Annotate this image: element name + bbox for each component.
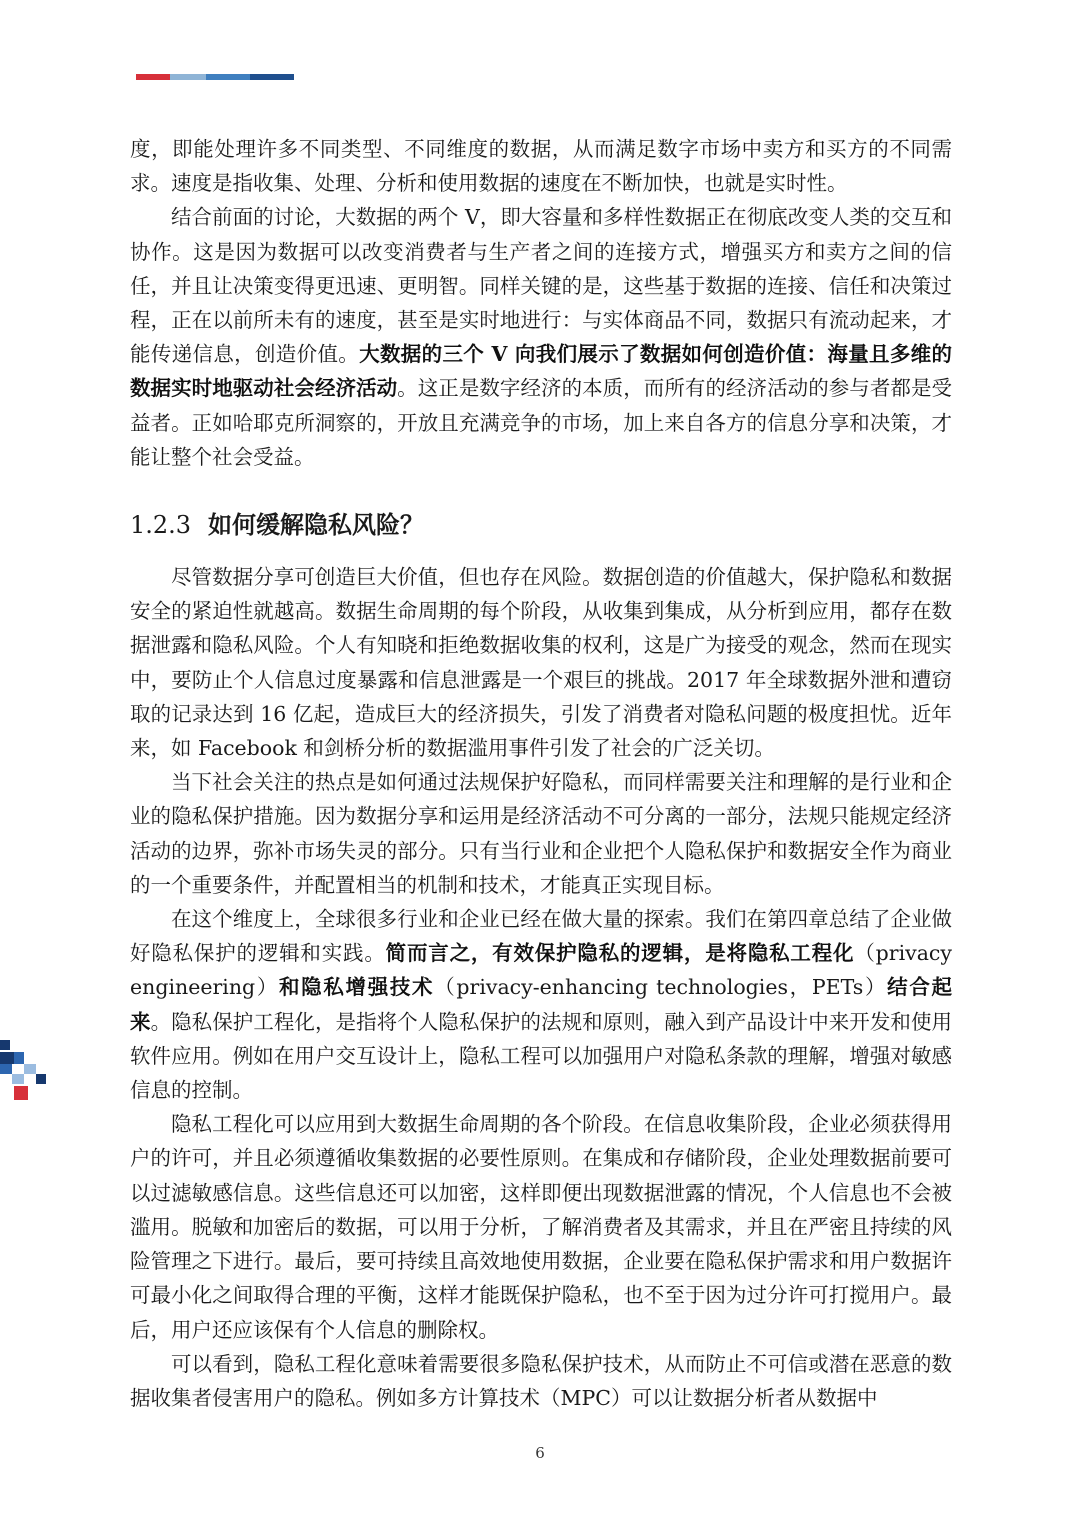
header-bar-dark-blue bbox=[250, 74, 294, 80]
paragraphs-before-section bbox=[130, 132, 952, 474]
paragraph-text: 隐私工程化可以应用到大数据生命周期的各个阶段。在信息收集阶段，企业必须获得用户的许可，并且必须遵循收集数据的必要性原则。在集成和存储阶段，企业处理数据前要可以过滤敏感信息。这些信息还可以加密，这样即便出现数据泄露的情况，个人信息也不会被滥用。脱敏和加密后的数据，可以用于分析，了解消费者及其需求，并且在严密且持续的风险管理之下进行。最后，要可持续且高效地使用数据，企业要在隐私保护需求和用户数据许可最小化之间取得合理的平衡，这样才能既保护隐私，也不至于因为过分许可打搅用户。最后，用户还应该保有个人信息的删除权。 bbox=[130, 1112, 952, 1342]
body-paragraph bbox=[130, 902, 952, 1107]
paragraph-text: （privacy-enhancing technologies，PETs） bbox=[434, 975, 888, 1000]
side-pixel-decoration bbox=[0, 1040, 50, 1104]
body-paragraph bbox=[130, 560, 952, 765]
section-heading bbox=[130, 508, 952, 542]
body-paragraph bbox=[130, 1107, 952, 1346]
page-body bbox=[130, 132, 952, 1415]
header-bar-light-blue bbox=[170, 74, 206, 80]
emphasis-text: 大数据的三个 V 向我们展示了数据如何创造价值：海量且多维的数据实时地驱动社会经济活动 bbox=[130, 342, 953, 401]
body-paragraph bbox=[130, 765, 952, 902]
header-color-bar bbox=[136, 74, 294, 80]
paragraph-text: 当下社会关注的热点是如何通过法规保护好隐私，而同样需要关注和理解的是行业和企业的隐私保护措施。因为数据分享和运用是经济活动不可分离的一部分，法规只能规定经济活动的边界，弥补市场失灵的部分。只有当行业和企业把个人隐私保护和数据安全作为商业的一个重要条件，并配置相当的机制和技术，才能真正实现目标。 bbox=[130, 770, 952, 897]
paragraph-text: （privacy engineering） bbox=[130, 941, 952, 1000]
body-paragraph bbox=[130, 200, 952, 474]
paragraph-text: 。隐私保护工程化，是指将个人隐私保护的法规和原则，融入到产品设计中来开发和使用软件应用。例如在用户交互设计上，隐私工程可以加强用户对隐私条款的理解，增强对敏感信息的控制。 bbox=[130, 1009, 953, 1103]
emphasis-text: 简而言之，有效保护隐私的逻辑，是将隐私工程化 bbox=[385, 941, 855, 966]
header-bar-red bbox=[136, 74, 170, 80]
header-bar-blue bbox=[206, 74, 250, 80]
body-paragraph bbox=[130, 132, 952, 200]
paragraph-text: 度，即能处理许多不同类型、不同维度的数据，从而满足数字市场中卖方和买方的不同需求。速度是指收集、处理、分析和使用数据的速度在不断加快，也就是实时性。 bbox=[130, 137, 952, 196]
paragraph-text: 尽管数据分享可创造巨大价值，但也存在风险。数据创造的价值越大，保护隐私和数据安全的紧迫性就越高。数据生命周期的每个阶段，从收集到集成，从分析到应用，都存在数据泄露和隐私风险。个人有知晓和拒绝数据收集的权利，这是广为接受的观念，然而在现实中，要防止个人信息过度暴露和信息泄露是一个艰巨的挑战。2017 年全球数据外泄和遭窃取的记录达到 16 亿起，造成巨大的经济损失，引发了消费者对隐私问题的极度担忧。近年来，如 Facebook 和剑桥分析的数据滥用事件引发了社会的广泛关切。 bbox=[130, 565, 952, 761]
body-paragraph bbox=[130, 1347, 952, 1415]
page-number: 6 bbox=[535, 1444, 545, 1462]
paragraph-text: 在这个维度上，全球很多行业和企业已经在做大量的探索。我们在第四章总结了企业做好隐私保护的逻辑和实践。 bbox=[130, 907, 952, 966]
section-number: 1.2.3 bbox=[130, 511, 192, 540]
section-title: 如何缓解隐私风险？ bbox=[208, 510, 424, 540]
emphasis-text: 和隐私增强技术 bbox=[279, 975, 435, 1000]
emphasis-text: 结合起来 bbox=[130, 975, 952, 1034]
paragraph-text: 结合前面的讨论，大数据的两个 V，即大容量和多样性数据正在彻底改变人类的交互和协作。这是因为数据可以改变消费者与生产者之间的连接方式，增强买方和卖方之间的信任，并且让决策变得更迅速、更明智。同样关键的是，这些基于数据的连接、信任和决策过程，正在以前所未有的速度，甚至是实时地进行：与实体商品不同，数据只有流动起来，才能传递信息，创造价值。 bbox=[130, 205, 952, 367]
paragraph-text: 。这正是数字经济的本质，而所有的经济活动的参与者都是受益者。正如哈耶克所洞察的，开放且充满竞争的市场，加上来自各方的信息分享和决策，才能让整个社会受益。 bbox=[130, 376, 953, 469]
paragraph-text: 可以看到，隐私工程化意味着需要很多隐私保护技术，从而防止不可信或潜在恶意的数据收集者侵害用户的隐私。例如多方计算技术（MPC）可以让数据分析者从数据中 bbox=[130, 1351, 952, 1410]
paragraphs-after-section bbox=[130, 560, 952, 1415]
